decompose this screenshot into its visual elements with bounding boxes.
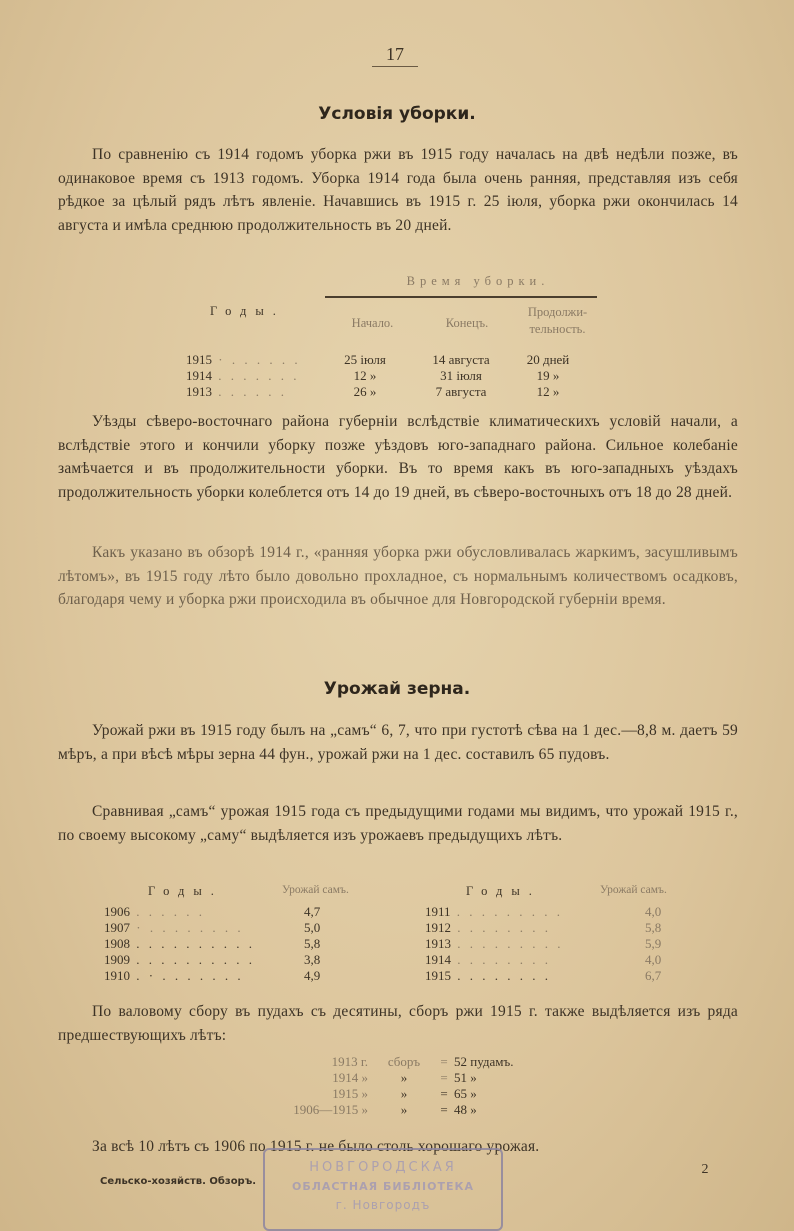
yield-value: 4,7 [304, 904, 321, 919]
table-row: 1912 . . . . . . . . 5,8 [425, 920, 705, 936]
table-row: 1906 . . . . . . 4,7 [104, 904, 364, 920]
table-row: 1915 » » = 65 » [250, 1086, 564, 1102]
table-col-duration: Продолжи-тельность. [527, 305, 588, 336]
yield-col-years-left: Годы. [148, 884, 223, 898]
row-start: 12 » [353, 368, 377, 383]
yield-year: 1909 [104, 952, 130, 967]
harvest-year: 1914 » [332, 1070, 368, 1085]
row-start: 25 іюля [344, 352, 386, 367]
table-row: 1914 » » = 51 » [250, 1070, 564, 1086]
table-row: 1914 . . . . . . . . 4,0 [425, 952, 705, 968]
library-stamp [263, 1148, 503, 1231]
table-row: 1915 . . . . . . . . 6,7 [425, 968, 705, 984]
row-year: 1915 [186, 352, 212, 367]
stamp-line-1: НОВГОРОДСКАЯ [309, 1160, 457, 1175]
table-col-years: Годы. [210, 304, 285, 318]
yield-year: 1912 [425, 920, 451, 935]
yield-year: 1906 [104, 904, 130, 919]
paragraph-gross-harvest: По валовому сбору въ пудахъ съ десятины, сборъ ржи 1915 г. также выдѣляется изъ ряда предшествующихъ лѣтъ: [58, 1003, 738, 1044]
paragraph-yield-1915: Урожай ржи въ 1915 году былъ на „самъ“ 6, 7, что при густотѣ сѣва на 1 дес.—8,8 м. даетъ 59 мѣръ, а при вѣсѣ мѣры зерна 44 фун., урожай ржи на 1 дес. составилъ 65 пудовъ. [58, 722, 738, 763]
stamp-line-3: г. Новгородъ [335, 1198, 431, 1212]
stamp-line-2: ОБЛАСТНАЯ БИБЛІОТЕКА [291, 1180, 475, 1193]
yield-table-right [425, 904, 705, 984]
paragraph-harvest-comparison: По сравненію съ 1914 годомъ уборка ржи въ 1915 году началась на двѣ недѣли позже, въ одинаковое время съ 1913 годомъ. Уборка 1914 года была очень ранняя, представляя изъ себя рѣдкое за цѣлый рядъ лѣтъ явленіе. Начавшись въ 1915 г. 25 іюля, уборка ржи окончилась 14 августа и имѣла среднюю продолжительность въ 20 дней. [58, 146, 738, 234]
table-row: 1913 . . . . . . 26 » 7 августа 12 » [186, 384, 583, 400]
table-row: 1913 г. сборъ = 52 пудамъ. [250, 1054, 564, 1070]
harvest-time-table [186, 352, 583, 400]
table-row: 1908 . . . . . . . . . . 5,8 [104, 936, 364, 952]
row-end: 7 августа [435, 384, 487, 399]
yield-value: 4,0 [645, 904, 662, 919]
table-row: 1913 . . . . . . . . . 5,9 [425, 936, 705, 952]
section-title-harvest-conditions: Условія уборки. [318, 104, 476, 124]
table-col-start: Начало. [351, 316, 394, 330]
row-start: 26 » [353, 384, 377, 399]
yield-value: 4,9 [304, 968, 321, 983]
harvest-value: 52 пудамъ. [454, 1054, 514, 1069]
table-group-header: Время уборки. [406, 274, 550, 288]
yield-col-value-left: Урожай самъ. [282, 884, 349, 896]
table-row: 1911 . . . . . . . . . 4,0 [425, 904, 705, 920]
row-end: 14 августа [432, 352, 490, 367]
yield-year: 1910 [104, 968, 130, 983]
harvest-label: сборъ [387, 1054, 421, 1069]
row-duration: 19 » [536, 368, 560, 383]
yield-value: 5,0 [304, 920, 321, 935]
yield-year: 1907 [104, 920, 130, 935]
yield-value: 6,7 [645, 968, 662, 983]
yield-col-years-right: Годы. [466, 884, 541, 898]
page-number-underline [372, 66, 418, 67]
yield-value: 3,8 [304, 952, 321, 967]
yield-year: 1911 [425, 904, 451, 919]
table-row: 1915 · . . . . . . 25 іюля 14 августа 20 дней [186, 352, 583, 368]
row-end: 31 іюля [440, 368, 482, 383]
harvest-label: » [400, 1070, 408, 1085]
yield-value: 4,0 [645, 952, 662, 967]
row-duration: 12 » [536, 384, 560, 399]
table-row: 1907 · . . . . . . . . 5,0 [104, 920, 364, 936]
harvest-value: 65 » [454, 1086, 477, 1101]
footer-signature-note: Сельско-хозяйств. Обзоръ. [100, 1176, 257, 1187]
paragraph-review-1914: Какъ указано въ обзорѣ 1914 г., «ранняя уборка ржи обусловливалась жаркимъ, засушливымъ лѣтомъ», въ 1915 году лѣто было довольно прохладное, съ нормальнымъ количествомъ осадковъ, благодаря чему и уборка ржи происходила въ обычное для Новгородской губерніи время. [58, 544, 738, 608]
table-row: 1909 . . . . . . . . . . 3,8 [104, 952, 364, 968]
table-header-rule [325, 296, 597, 298]
page-number: 17 [386, 44, 404, 64]
harvest-year: 1913 г. [331, 1054, 368, 1069]
yield-value: 5,8 [645, 920, 662, 935]
yield-value: 5,9 [645, 936, 662, 951]
yield-year: 1908 [104, 936, 130, 951]
row-duration: 20 дней [526, 352, 570, 367]
yield-col-value-right: Урожай самъ. [600, 884, 667, 896]
yield-year: 1914 [425, 952, 451, 967]
table-row: 1914 . . . . . . . 12 » 31 іюля 19 » [186, 368, 583, 384]
yield-value: 5,8 [304, 936, 321, 951]
paragraph-northeast-districts: Уѣзды сѣверо-восточнаго района губерніи вслѣдствіе климатическихъ условій начали, а вслѣдствіе этого и кончили уборку позже уѣздовъ юго-западнаго района. Сильное колебаніе замѣчается и въ продолжительности уборки. Въ то время какъ въ юго-западныхъ уѣздахъ продолжительность уборки колеблется отъ 14 до 19 дней, въ сѣверо-восточныхъ отъ 18 до 28 дней. [58, 413, 738, 501]
table-row: 1906—1915 » » = 48 » [250, 1102, 564, 1118]
harvest-label: » [400, 1086, 408, 1101]
yield-year: 1913 [425, 936, 451, 951]
harvest-label: » [400, 1102, 408, 1117]
section-title-grain-yield: Урожай зерна. [323, 679, 471, 699]
yield-table-left [104, 904, 364, 984]
table-col-end: Конецъ. [445, 316, 489, 330]
harvest-value: 51 » [454, 1070, 477, 1085]
yield-year: 1915 [425, 968, 451, 983]
harvest-year: 1915 » [332, 1086, 368, 1101]
row-year: 1914 [186, 368, 212, 383]
harvest-value: 48 » [454, 1102, 477, 1117]
paragraph-yield-comparison: Сравнивая „самъ“ урожая 1915 года съ предыдущими годами мы видимъ, что урожай 1915 г., по своему высокому „саму“ выдѣляется изъ урожаевъ предыдущихъ лѣтъ. [58, 803, 738, 844]
paragraph-best-harvest: За всѣ 10 лѣтъ съ 1906 по 1915 г. не было столь хорошаго урожая. [92, 1138, 540, 1155]
row-year: 1913 [186, 384, 212, 399]
table-row: 1910 . · . . . . . . . 4,9 [104, 968, 364, 984]
harvest-year: 1906—1915 » [293, 1102, 368, 1117]
signature-mark: 2 [701, 1162, 709, 1177]
gross-harvest-table [250, 1054, 564, 1118]
